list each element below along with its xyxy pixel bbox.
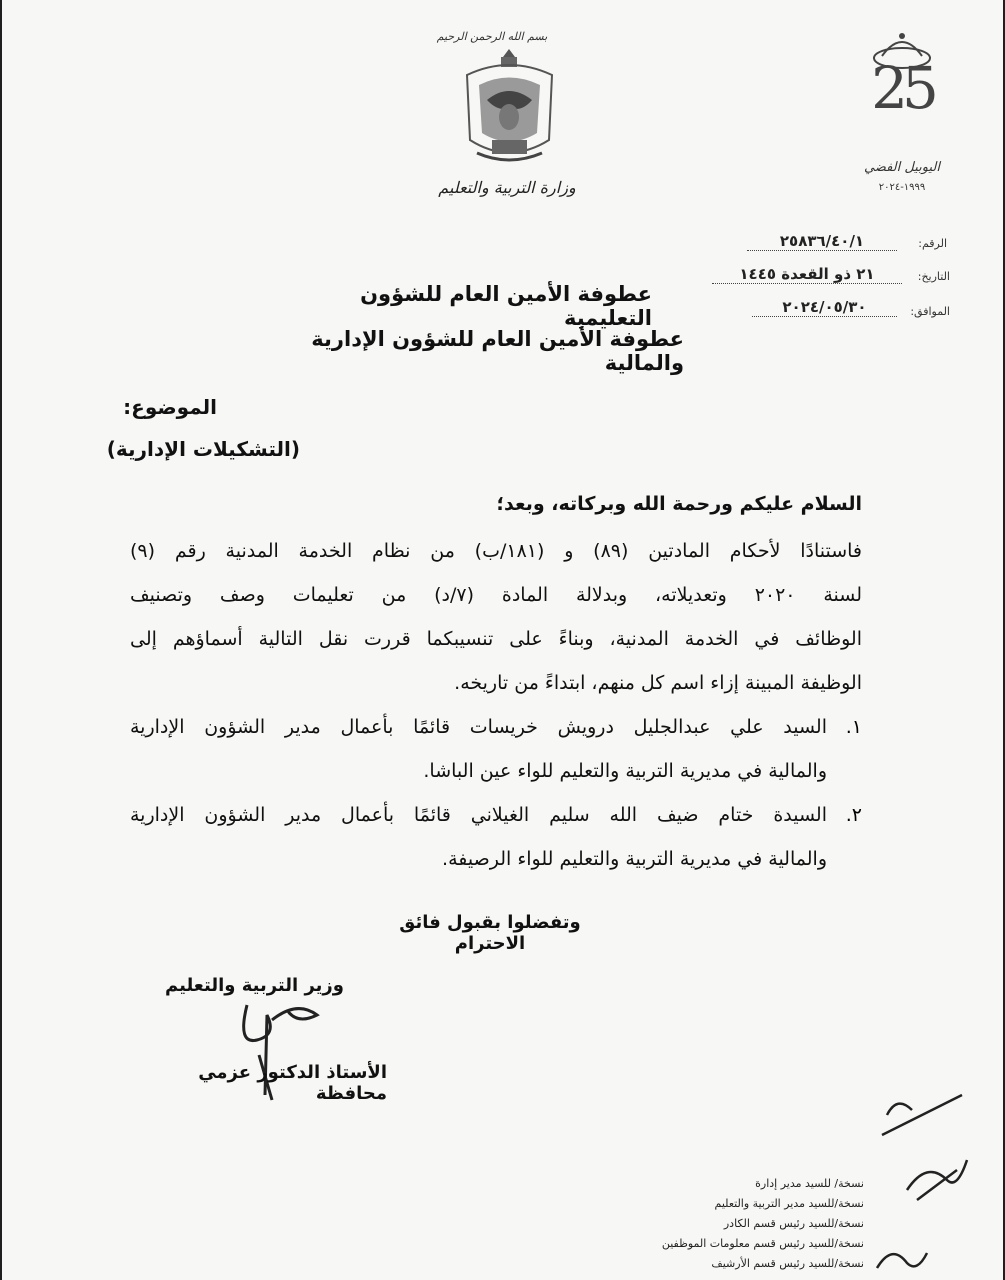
jubilee-number: 25 — [871, 54, 933, 122]
copy-line-4: نسخة/للسيد رئيس قسم معلومات الموظفين — [661, 1237, 864, 1250]
jubilee-title: اليوبيل الفضي — [864, 160, 940, 175]
body-line-3: الوظائف في الخدمة المدنية، وبناءً على تنسيبكما قررت نقل التالية أسماؤهم إلى — [130, 628, 862, 650]
jubilee-years: ١٩٩٩-٢٠٢٤ — [878, 182, 926, 193]
item-1-line-2: والمالية في مديرية التربية والتعليم للواء عين الباشا. — [423, 760, 827, 782]
minister-name: الأستاذ الدكتور عزمي محافظة — [198, 1062, 387, 1104]
body-line-1: فاستنادًا لأحكام المادتين (٨٩) و (١٨١/ب) من نظام الخدمة المدنية رقم (٩) — [130, 540, 862, 562]
date-label: التاريخ: — [917, 270, 950, 283]
ref-label: الرقم: — [918, 237, 947, 250]
item-2-line-1: السيدة ختام ضيف الله سليم الغيلاني قائمًا بأعمال مدير الشؤون الإدارية — [130, 804, 827, 826]
item-2-line-2: والمالية في مديرية التربية والتعليم للواء الرصيفة. — [442, 848, 827, 870]
copy-line-1: نسخة/ للسيد مدير إدارة — [755, 1177, 864, 1190]
handwritten-corner-mark — [872, 1238, 932, 1278]
greeting: السلام عليكم ورحمة الله وبركاته، وبعد؛ — [496, 493, 862, 515]
corr-label: الموافق: — [910, 305, 950, 318]
closing: وتفضلوا بقبول فائق الاحترام — [399, 912, 581, 954]
corr-value: ٢٠٢٤/٠٥/٣٠ — [752, 298, 897, 317]
addressee-1: عطوفة الأمين العام للشؤون التعليمية — [360, 282, 652, 330]
item-2-number: ٢. — [845, 804, 862, 826]
letter-page — [2, 0, 1003, 1280]
body-line-2: لسنة ٢٠٢٠ وتعديلاته، وبدلالة المادة (٧/د) من تعليمات وصف وتصنيف — [130, 584, 862, 606]
ref-value: ٢٥٨٣٦/٤٠/١ — [747, 232, 897, 251]
handwritten-initial-mark — [897, 1150, 977, 1210]
item-1-line-1: السيد علي عبدالجليل درويش خريسات قائمًا بأعمال مدير الشؤون الإدارية — [130, 716, 827, 738]
ministry-name: وزارة التربية والتعليم — [438, 178, 576, 197]
copy-line-2: نسخة/للسيد مدير التربية والتعليم — [714, 1197, 864, 1210]
copy-line-5: نسخة/للسيد رئيس قسم الأرشيف — [711, 1257, 864, 1270]
minister-title: وزير التربية والتعليم — [165, 975, 344, 996]
copy-line-3: نسخة/للسيد رئيس قسم الكادر — [723, 1217, 864, 1230]
subject-label: الموضوع: — [123, 395, 217, 419]
basmala: بسم الله الرحمن الرحيم — [436, 30, 548, 43]
addressee-2: عطوفة الأمين العام للشؤون الإدارية والمالية — [311, 327, 684, 375]
body-line-4: الوظيفة المبينة إزاء اسم كل منهم، ابتداءً من تاريخه. — [454, 672, 862, 694]
handwritten-note-mark — [872, 1085, 972, 1145]
subject-value: (التشكيلات الإدارية) — [106, 437, 300, 461]
jubilee-logo — [857, 30, 947, 200]
coat-of-arms-emblem — [457, 45, 562, 175]
date-value: ٢١ ذو القعدة ١٤٤٥ — [712, 265, 902, 284]
item-1-number: ١. — [845, 716, 862, 738]
